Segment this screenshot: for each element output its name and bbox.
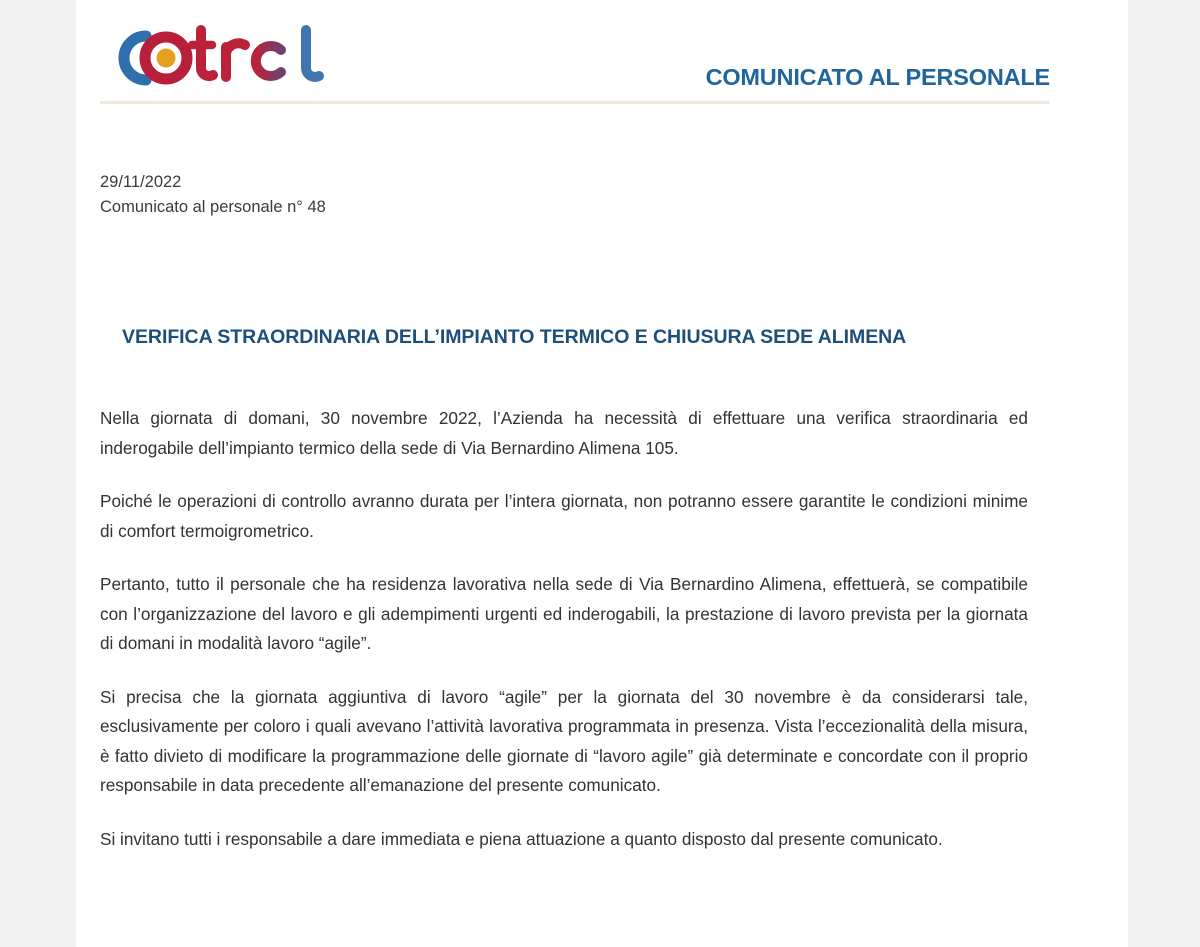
communication-reference: Comunicato al personale n° 48 — [100, 198, 326, 216]
body-paragraph-4: Si precisa che la giornata aggiuntiva di lavoro “agile” per la giornata del 30 novembre è da considerarsi tale, esclusivamente per coloro i quali avevano l’attività lavorativa programmata in presenza. Vista l’eccezionalità della misura, è fatto divieto di modificare la programmazione delle giornate di “lavoro agile” già determinate e concordate con il proprio responsabile in data precedente all’emanazione del presente comunicato. — [100, 686, 1028, 795]
page-title: VERIFICA STRAORDINARIA DELL’IMPIANTO TERMICO E CHIUSURA SEDE ALIMENA — [122, 326, 907, 348]
body-paragraph-2: Poiché le operazioni di controllo avranno durata per l’intera giornata, non potranno essere garantite le condizioni minime di comfort termoigrometrico. — [100, 491, 1028, 541]
document-body — [100, 404, 1028, 854]
body-paragraph-1: Nella giornata di domani, 30 novembre 2022, l’Azienda ha necessità di effettuare una verifica straordinaria ed inderogabile dell’impianto termico della sede di Via Bernardino Alimena 105. — [100, 408, 1028, 458]
document-meta — [100, 170, 700, 220]
document-header — [100, 20, 1050, 98]
cotral-logo — [100, 20, 340, 96]
body-paragraph-3: Pertanto, tutto il personale che ha residenza lavorativa nella sede di Via Bernardino Alimena, effettuerà, se compatibile con l’organizzazione del lavoro e gli adempimenti urgenti ed inderogabili, la prestazione di lavoro prevista per la giornata di domani in modalità lavoro “agile”. — [100, 574, 1028, 653]
body-paragraph-5: Si invitano tutti i responsabile a dare immediata e piena attuazione a quanto disposto dal presente comunicato. — [100, 828, 943, 849]
header-divider — [100, 101, 1050, 104]
document-page — [76, 0, 1128, 947]
communication-date: 29/11/2022 — [100, 173, 182, 191]
header-title: COMUNICATO AL PERSONALE — [705, 64, 1050, 90]
